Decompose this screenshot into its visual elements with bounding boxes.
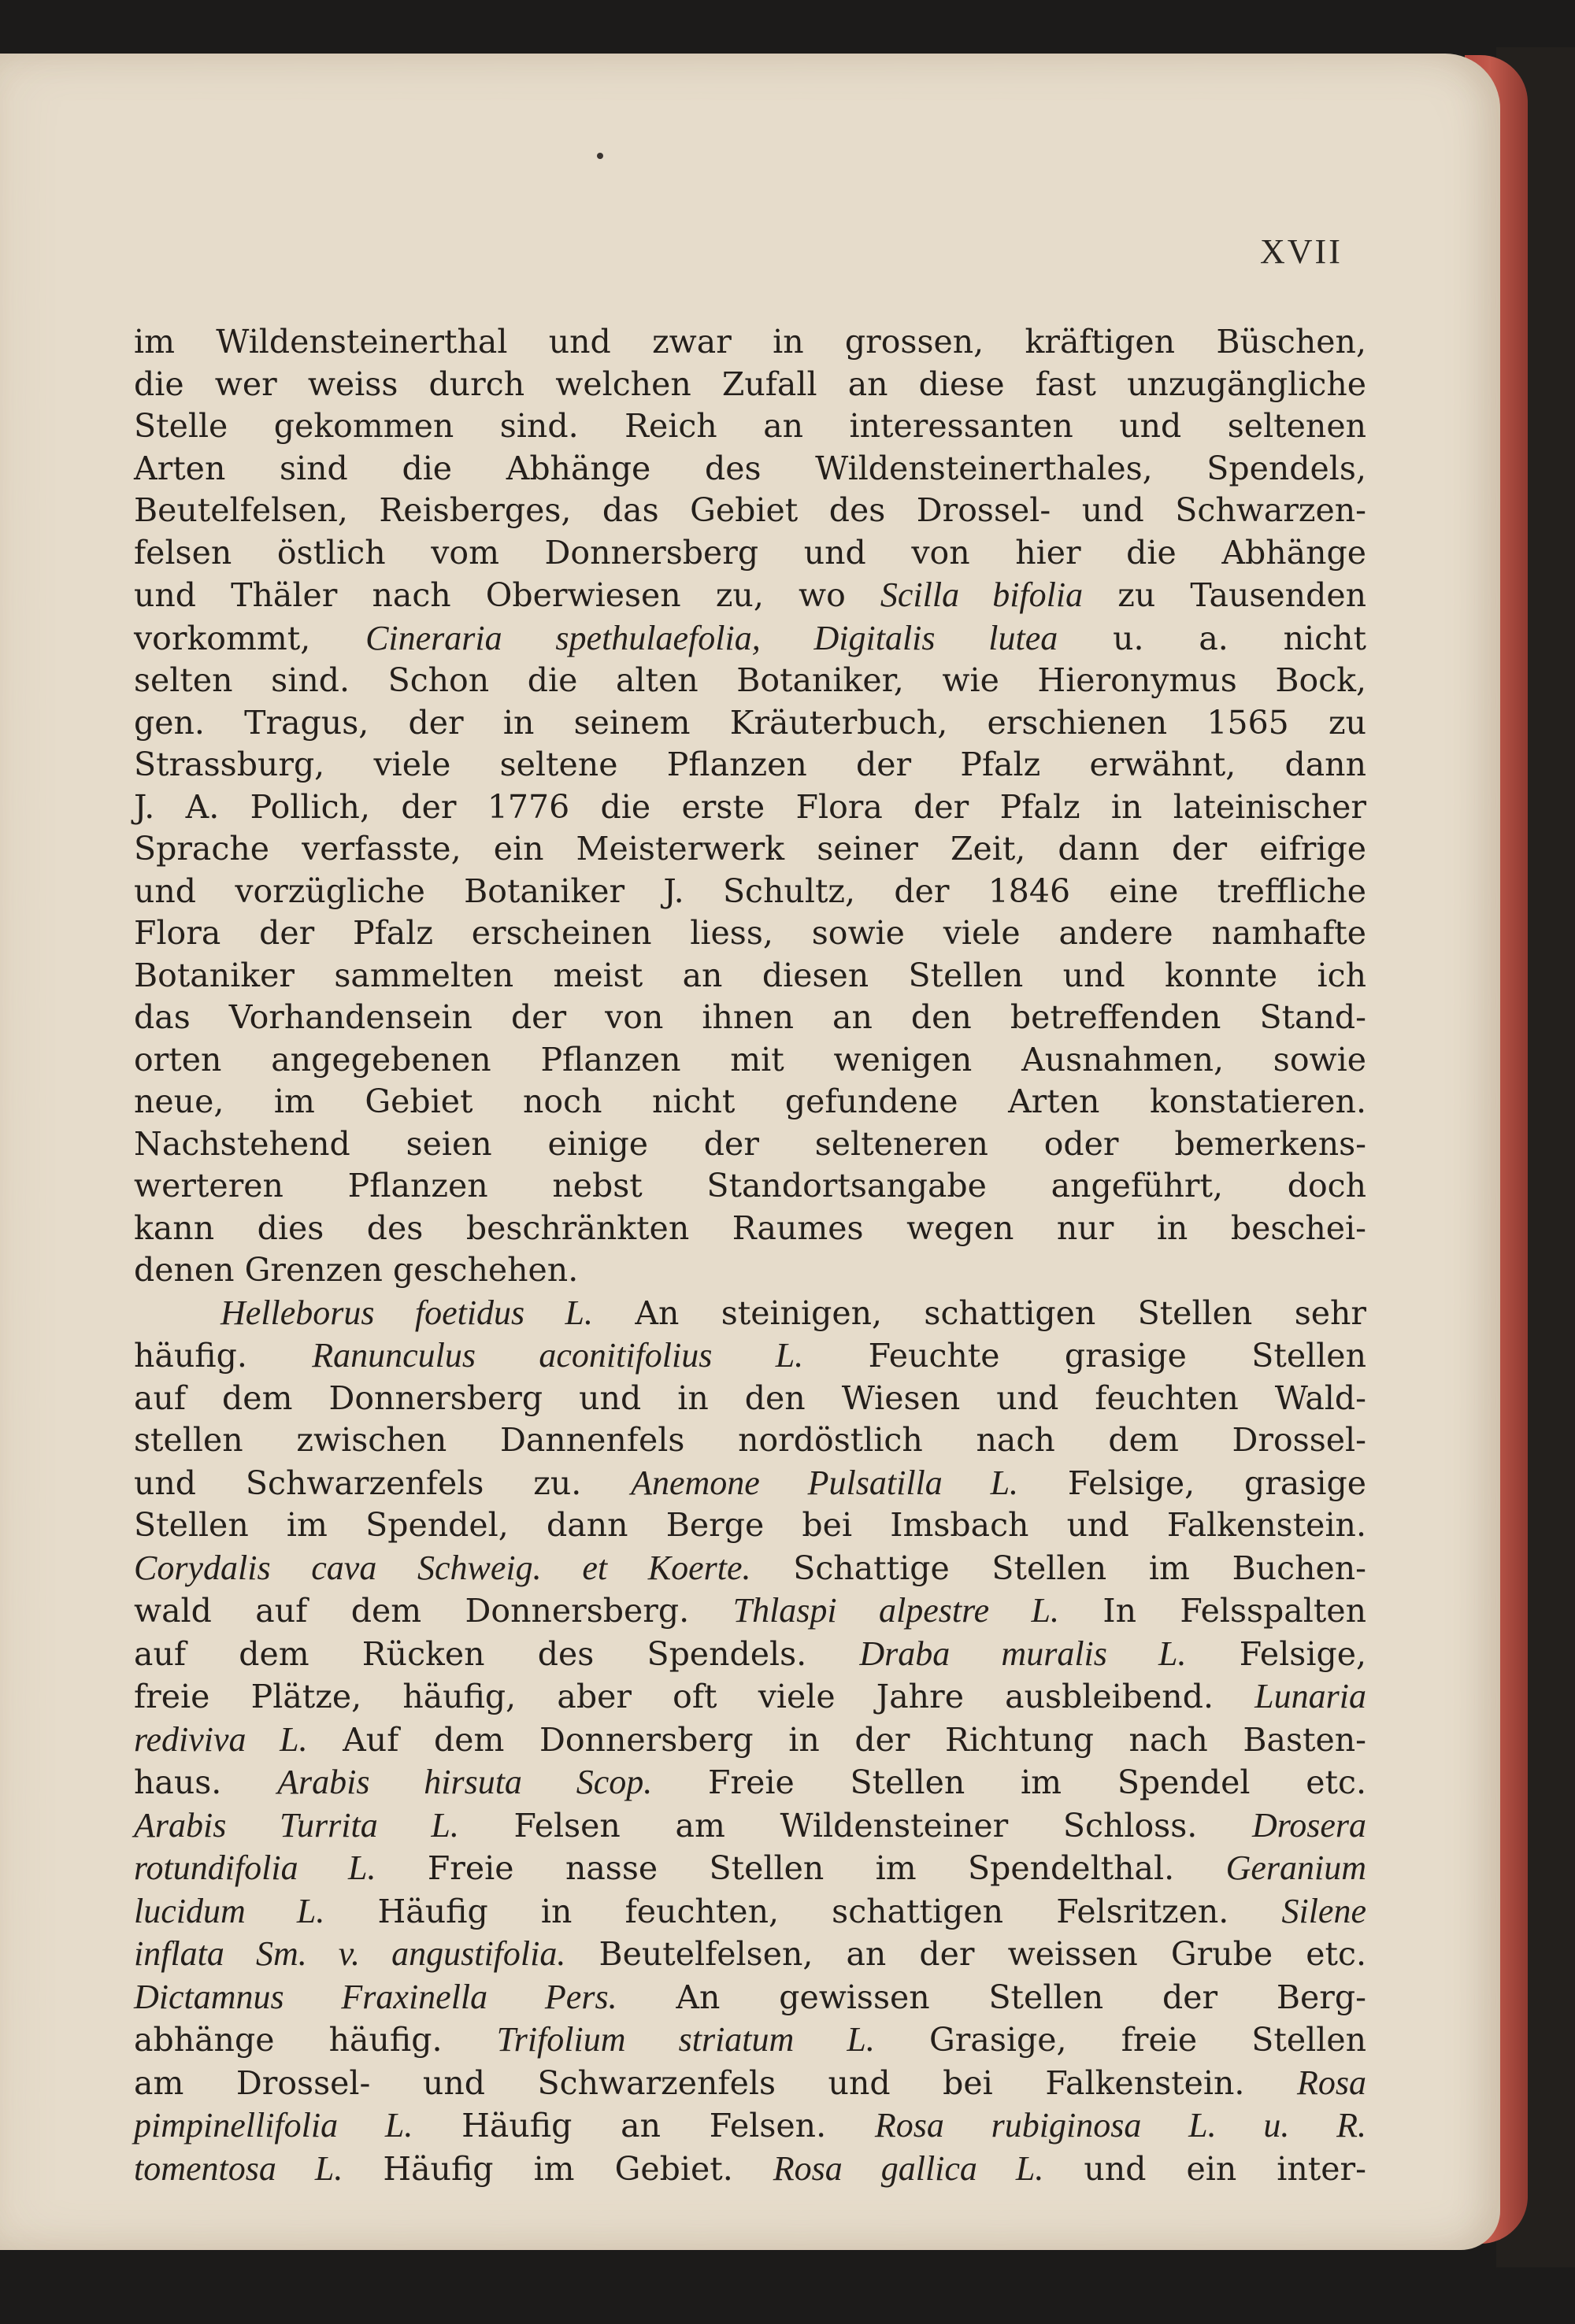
- text-run: J. A. Pollich, der 1776 die erste Flora der Pfalz in lateinischer: [134, 787, 1366, 826]
- text-line: [134, 1249, 1366, 1292]
- text-line: [134, 1589, 1366, 1633]
- text-run: Botaniker sammelten meist an diesen Stellen und konnte ich: [134, 956, 1366, 994]
- text-run: Häufig an Felsen.: [413, 2107, 875, 2145]
- species-name: Draba muralis L.: [859, 1634, 1187, 1673]
- ink-speck: [597, 153, 603, 159]
- text-run: Nachstehend seien einige der selteneren oder bemerkens-: [134, 1124, 1366, 1163]
- text-line: [134, 364, 1366, 406]
- text-line: [134, 2019, 1366, 2062]
- text-line: [134, 955, 1366, 997]
- species-name: Rosa: [1297, 2063, 1366, 2102]
- text-line: [134, 1292, 1366, 1335]
- text-line: [134, 1976, 1366, 2019]
- text-line: [134, 1419, 1366, 1462]
- text-run: Stellen im Spendel, dann Berge bei Imsbach und Falkenstein.: [134, 1506, 1366, 1544]
- text-line: [134, 1675, 1366, 1719]
- species-name: Rosa rubiginosa L. u. R.: [874, 2106, 1366, 2145]
- species-name: Arabis Turrita L.: [134, 1805, 459, 1845]
- text-run: kann dies des beschränkten Raumes wegen nur in beschei-: [134, 1208, 1366, 1247]
- text-run: und Schwarzenfels zu.: [134, 1464, 632, 1502]
- species-name: Cineraria spethulaefolia, Digitalis lutea: [365, 618, 1058, 657]
- text-run: und Thäler nach Oberwiesen zu, wo: [134, 576, 880, 614]
- text-run: wald auf dem Donnersberg.: [134, 1592, 733, 1630]
- text-line: [134, 997, 1366, 1039]
- text-run: Arten sind die Abhänge des Wildensteinerthales, Spendels,: [134, 449, 1366, 487]
- text-line: [134, 1039, 1366, 1082]
- text-run: neue, im Gebiet noch nicht gefundene Arten konstatieren.: [134, 1082, 1366, 1120]
- text-run: stellen zwischen Dannenfels nordöstlich nach dem Drossel-: [134, 1421, 1366, 1459]
- species-name: Drosera: [1251, 1805, 1366, 1845]
- species-name: tomentosa L.: [134, 2148, 343, 2188]
- text-line: [134, 448, 1366, 490]
- species-name: Helleborus foetidus L.: [220, 1293, 593, 1332]
- text-line: [134, 490, 1366, 532]
- text-run: und vorzügliche Botaniker J. Schultz, der 1846 eine treffliche: [134, 872, 1366, 910]
- text-line: [134, 321, 1366, 364]
- text-line: [134, 1804, 1366, 1848]
- text-run: Freie Stellen im Spendel etc.: [652, 1763, 1366, 1801]
- species-name: Arabis hirsuta Scop.: [277, 1763, 653, 1801]
- text-run: Flora der Pfalz erscheinen liess, sowie viele andere namhafte: [134, 914, 1366, 952]
- text-line: [134, 1933, 1366, 1976]
- text-run: Felsige, grasige: [1018, 1464, 1366, 1502]
- text-run: u. a. nicht: [1058, 619, 1366, 657]
- species-name: Scilla bifolia: [880, 575, 1084, 614]
- page-number: XVII: [1260, 232, 1343, 271]
- text-line: [134, 1208, 1366, 1250]
- species-name: inflata Sm. v. angustifolia.: [134, 1934, 566, 1973]
- text-line: [134, 1719, 1366, 1762]
- text-line: [134, 1847, 1366, 1890]
- text-run: An gewissen Stellen der Berg-: [617, 1978, 1366, 2016]
- text-run: die wer weiss durch welchen Zufall an diese fast unzugängliche: [134, 365, 1366, 403]
- text-run: zu Tausenden: [1083, 576, 1366, 614]
- text-run: das Vorhandensein der von ihnen an den betreffenden Stand-: [134, 998, 1366, 1036]
- text-run: An steinigen, schattigen Stellen sehr: [592, 1293, 1367, 1332]
- text-line: [134, 1547, 1366, 1590]
- species-name: pimpinellifolia L.: [134, 2106, 413, 2145]
- text-line: [134, 1081, 1366, 1123]
- text-line: [134, 912, 1366, 955]
- text-run: Häufig in feuchten, schattigen Felsritzen.: [324, 1892, 1282, 1930]
- text-line: [134, 574, 1366, 617]
- text-run: Strassburg, viele seltene Pflanzen der Pfalz erwähnt, dann: [134, 746, 1366, 783]
- text-run: freie Plätze, häufig, aber oft viele Jahre ausbleibend.: [134, 1678, 1255, 1715]
- text-line: [134, 2104, 1366, 2148]
- species-name: Thlaspi alpestre L.: [732, 1591, 1059, 1630]
- text-line: [134, 405, 1366, 448]
- text-line: [134, 1890, 1366, 1934]
- text-run: häufig.: [134, 1337, 313, 1375]
- text-run: felsen östlich vom Donnersberg und von hier die Abhänge: [134, 533, 1366, 572]
- text-run: werteren Pflanzen nebst Standortsangabe angeführt, doch: [134, 1167, 1366, 1205]
- text-run: am Drossel- und Schwarzenfels und bei Falkenstein.: [134, 2063, 1297, 2102]
- text-line: [134, 744, 1366, 786]
- text-run: Häufig im Gebiet.: [343, 2149, 773, 2188]
- text-line: [134, 786, 1366, 829]
- species-name: Dictamnus Fraxinella Pers.: [134, 1977, 617, 2016]
- text-line: [134, 828, 1366, 871]
- text-line: [134, 1123, 1366, 1166]
- text-run: Felsige,: [1186, 1634, 1366, 1673]
- book-page: [0, 54, 1500, 2250]
- text-run: und ein inter-: [1043, 2149, 1366, 2188]
- text-run: Freie nasse Stellen im Spendelthal.: [376, 1849, 1226, 1887]
- text-line: [134, 1633, 1366, 1676]
- text-line: [134, 2062, 1366, 2105]
- text-run: vorkommt,: [134, 619, 366, 657]
- text-run: Felsen am Wildensteiner Schloss.: [458, 1806, 1252, 1845]
- text-line: [134, 660, 1366, 702]
- text-run: auf dem Donnersberg und in den Wiesen und feuchten Wald-: [134, 1378, 1366, 1417]
- species-name: Trifolium striatum L.: [496, 2020, 875, 2059]
- text-run: Auf dem Donnersberg in der Richtung nach Basten-: [307, 1720, 1366, 1759]
- species-name: Silene: [1281, 1891, 1366, 1930]
- text-run: Sprache verfasste, ein Meisterwerk seiner Zeit, dann der eifrige: [134, 830, 1366, 868]
- text-run: Beutelfelsen, an der weissen Grube etc.: [565, 1935, 1367, 1973]
- text-run: denen Grenzen geschehen.: [134, 1251, 579, 1289]
- text-line: [134, 1504, 1366, 1547]
- text-run: haus.: [134, 1763, 278, 1801]
- species-name: rotundifolia L.: [134, 1848, 376, 1887]
- text-line: [134, 871, 1366, 913]
- text-run: In Felsspalten: [1058, 1592, 1367, 1630]
- text-line: [134, 1761, 1366, 1804]
- text-line: [134, 1378, 1366, 1420]
- species-name: Ranunculus aconitifolius L.: [312, 1336, 804, 1375]
- text-run: im Wildensteinerthal und zwar in grossen, kräftigen Büschen,: [134, 323, 1366, 361]
- text-run: Feuchte grasige Stellen: [803, 1337, 1366, 1375]
- text-line: [134, 702, 1366, 745]
- species-name: Corydalis cava Schweig. et Koerte.: [134, 1548, 751, 1587]
- page-text: [134, 321, 1366, 2190]
- text-run: orten angegebenen Pflanzen mit wenigen Ausnahmen, sowie: [134, 1040, 1366, 1079]
- text-line: [134, 532, 1366, 575]
- species-name: Rosa gallica L.: [773, 2148, 1044, 2188]
- text-run: selten sind. Schon die alten Botaniker, wie Hieronymus Bock,: [134, 661, 1366, 699]
- species-name: lucidum L.: [134, 1891, 325, 1930]
- species-name: Geranium: [1225, 1848, 1366, 1887]
- text-run: gen. Tragus, der in seinem Kräuterbuch, erschienen 1565 zu: [134, 703, 1366, 742]
- text-run: Schattige Stellen im Buchen-: [750, 1549, 1366, 1587]
- text-run: Grasige, freie Stellen: [874, 2021, 1366, 2059]
- species-name: rediviva L.: [134, 1719, 308, 1759]
- text-run: Stelle gekommen sind. Reich an interessanten und seltenen: [134, 407, 1366, 445]
- species-name: Anemone Pulsatilla L.: [631, 1463, 1019, 1502]
- text-run: auf dem Rücken des Spendels.: [134, 1634, 860, 1673]
- text-run: abhänge häufig.: [134, 2021, 497, 2059]
- text-run: Beutelfelsen, Reisberges, das Gebiet des Drossel- und Schwarzen-: [134, 491, 1366, 529]
- text-line: [134, 1462, 1366, 1505]
- text-line: [134, 2148, 1366, 2191]
- text-line: [134, 617, 1366, 661]
- species-name: Lunaria: [1254, 1677, 1366, 1715]
- text-line: [134, 1334, 1366, 1378]
- text-line: [134, 1165, 1366, 1208]
